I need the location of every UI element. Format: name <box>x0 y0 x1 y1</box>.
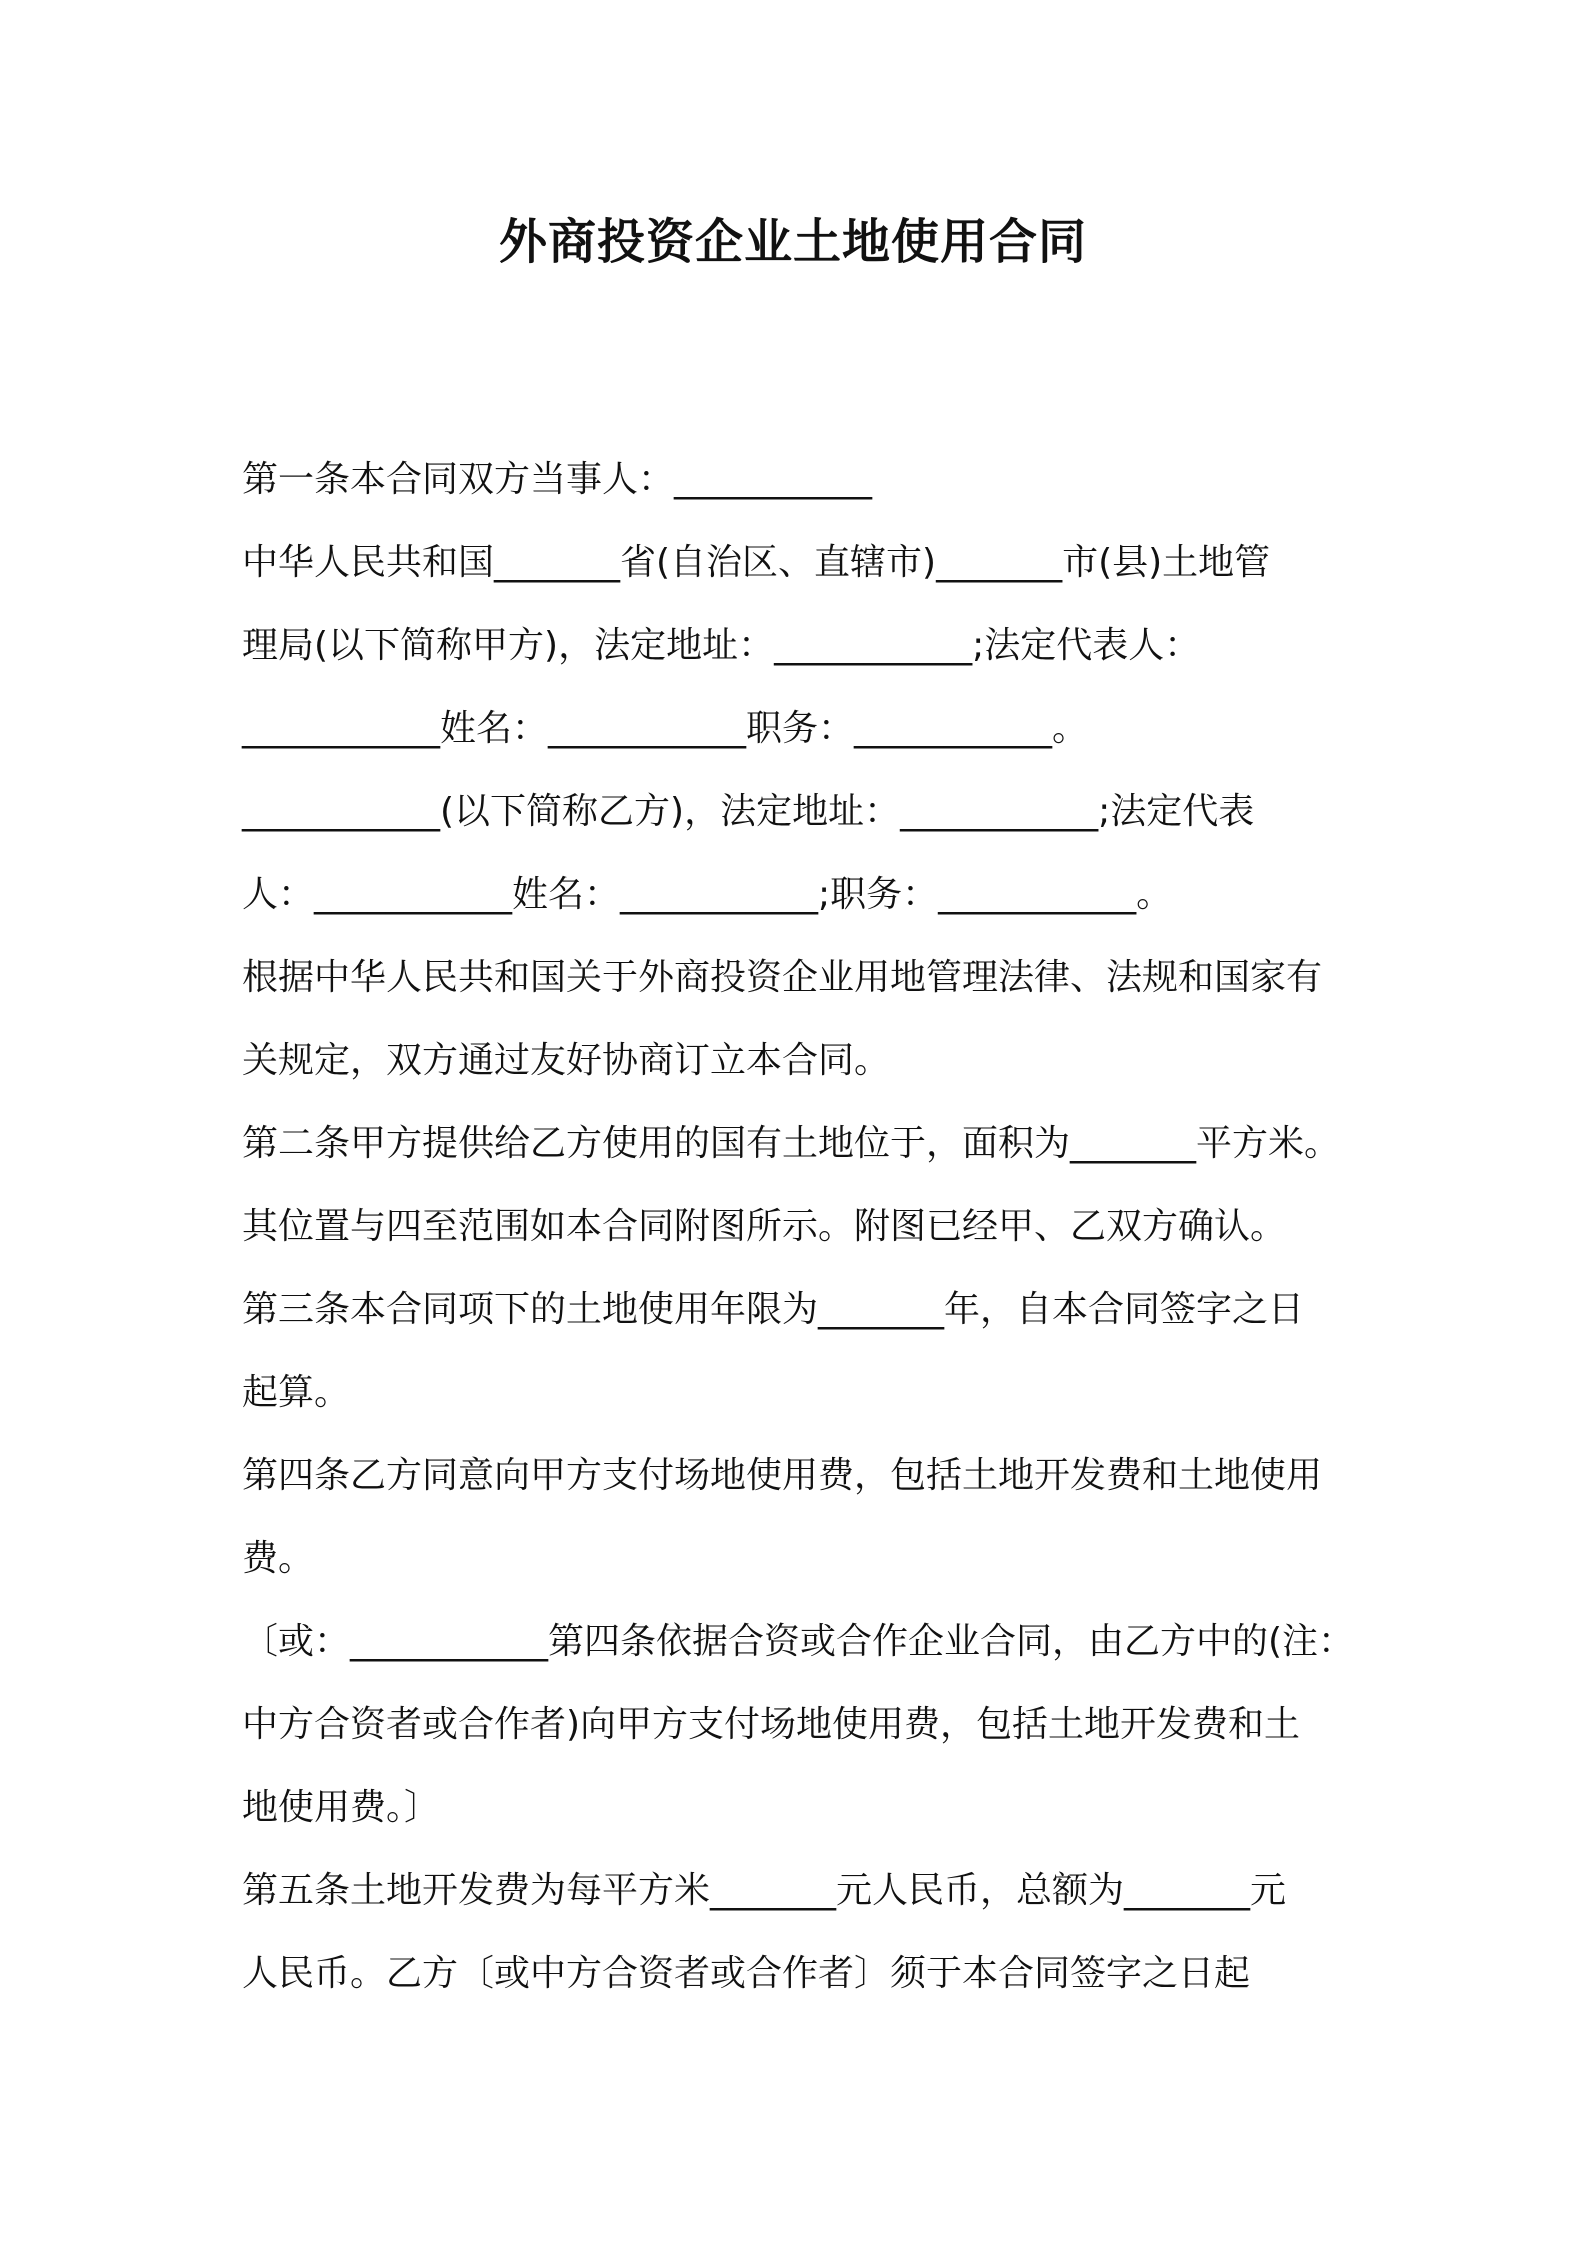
body-line: 费。 <box>242 1538 315 1579</box>
body-line: 关规定，双方通过友好协商订立本合同。 <box>242 1040 891 1081</box>
body-line: 起算。 <box>242 1372 351 1413</box>
body-line: 第一条本合同双方当事人：___________ <box>242 459 873 500</box>
body-line: 第二条甲方提供给乙方使用的国有土地位于，面积为_______平方米。 <box>242 1123 1341 1164</box>
document-body <box>242 450 1382 2027</box>
body-line: 中方合资者或合作者)向甲方支付场地使用费，包括土地开发费和土 <box>242 1704 1301 1745</box>
document-title: 外商投资企业土地使用合同 <box>498 214 1087 270</box>
body-line: 根据中华人民共和国关于外商投资企业用地管理法律、法规和国家有 <box>242 957 1323 998</box>
body-line: ___________姓名：___________职务：___________。 <box>242 708 1089 749</box>
body-line: 〔或：___________第四条依据合资或合作企业合同，由乙方中的(注： <box>242 1621 1355 1662</box>
body-line: ___________(以下简称乙方)，法定地址：___________;法定代表 <box>242 791 1255 832</box>
body-line: 理局(以下简称甲方)，法定地址：___________;法定代表人： <box>242 625 1201 666</box>
body-line: 第四条乙方同意向甲方支付场地使用费，包括土地开发费和土地使用 <box>242 1455 1323 1496</box>
body-line: 人民币。乙方〔或中方合资者或合作者〕须于本合同签字之日起 <box>242 1953 1251 1994</box>
body-line: 其位置与四至范围如本合同附图所示。附图已经甲、乙双方确认。 <box>242 1206 1287 1247</box>
body-line: 地使用费。〕 <box>242 1787 441 1828</box>
body-line: 第三条本合同项下的土地使用年限为_______年，自本合同签字之日 <box>242 1289 1305 1330</box>
body-line: 第五条土地开发费为每平方米_______元人民币，总额为_______元 <box>242 1870 1287 1911</box>
body-line: 人：___________姓名：___________;职务：___________。 <box>242 874 1173 915</box>
body-line: 中华人民共和国_______省(自治区、直辖市)_______市(县)土地管 <box>242 542 1271 583</box>
